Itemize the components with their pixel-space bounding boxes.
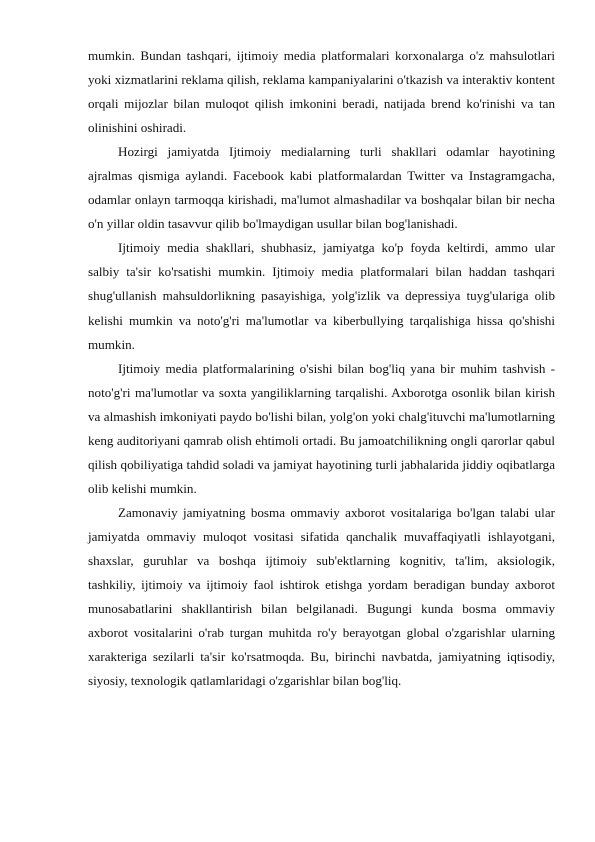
paragraph-misinformation: Ijtimoiy media platformalarining o'sishi bilan bog'liq yana bir muhim tashvish - noto'g'ri ma'lumotlar va soxta yangiliklarning tarqalishi. Axborotga osonlik bilan kirish va almashish imkoniyati paydo bo'lishi bilan, yolg'on yoki chalg'ituvchi ma'lumotlarning keng auditoriyani qamrab olish ehtimoli ortadi. Bu jamoatchilikning ongli qarorlar qabul qilish qobiliyatiga tahdid soladi va jamiyat hayotining turli jabhalarida jiddiy oqibatlarga olib kelishi mumkin. xyxy=(88,360,555,496)
paragraph-print-media: Zamonaviy jamiyatning bosma ommaviy axborot vositalariga bo'lgan talabi ular jamiyatda ommaviy muloqot vositasi sifatida qanchalik muvaffaqiyatli ishlayotgani, shaxslar, guruhlar va boshqa ijtimoiy sub'ektlarning kognitiv, ta'lim, aksiologik, tashkiliy, ijtimoiy va ijtimoiy faol ishtirok etishga yordam beradigan bunday axborot munosabatlarini shakllantirish bilan belgilanadi. Bugungi kunda bosma ommaviy axborot vositalarini o'rab turgan muhitda ro'y berayotgan global o'zgarishlar ularning xarakteriga sezilarli ta'sir ko'rsatmoqda. Bu, birinchi navbatda, jamiyatning iqtisodiy, siyosiy, texnologik qatlamlaridagi o'zgarishlar bilan bog'liq. xyxy=(88,504,555,689)
paragraph-negative-effects: Ijtimoiy media shakllari, shubhasiz, jamiyatga ko'p foyda keltirdi, ammo ular salbiy ta'sir ko'rsatishi mumkin. Ijtimoiy media platformalari bilan haddan tashqari shug'ullanish mahsuldorlikning pasayishiga, yolg'izlik va depressiya tuyg'ulariga olib kelishi mumkin va noto'g'ri ma'lumotlar va kiberbullying tarqalishiga hissa qo'shishi mumkin. xyxy=(88,240,555,352)
body-text xyxy=(88,44,555,693)
paragraph-continuation: mumkin. Bundan tashqari, ijtimoiy media platformalari korxonalarga o'z mahsulotlari yoki xizmatlarini reklama qilish, reklama kampaniyalarini o'tkazish va interaktiv kontent orqali mijozlar bilan muloqot qilish imkonini beradi, natijada brend ko'rinishi va tan olinishini oshiradi. xyxy=(88,48,555,136)
paragraph-social-media-forms: Hozirgi jamiyatda Ijtimoiy medialarning turli shakllari odamlar hayotining ajralmas qismiga aylandi. Facebook kabi platformalardan Twitter va Instagramgacha, odamlar onlayn tarmoqqa kirishadi, ma'lumot almashadilar va boshqalar bilan bir necha o'n yillar oldin tasavvur qilib bo'lmaydigan usullar bilan bog'lanishadi. xyxy=(88,144,555,232)
